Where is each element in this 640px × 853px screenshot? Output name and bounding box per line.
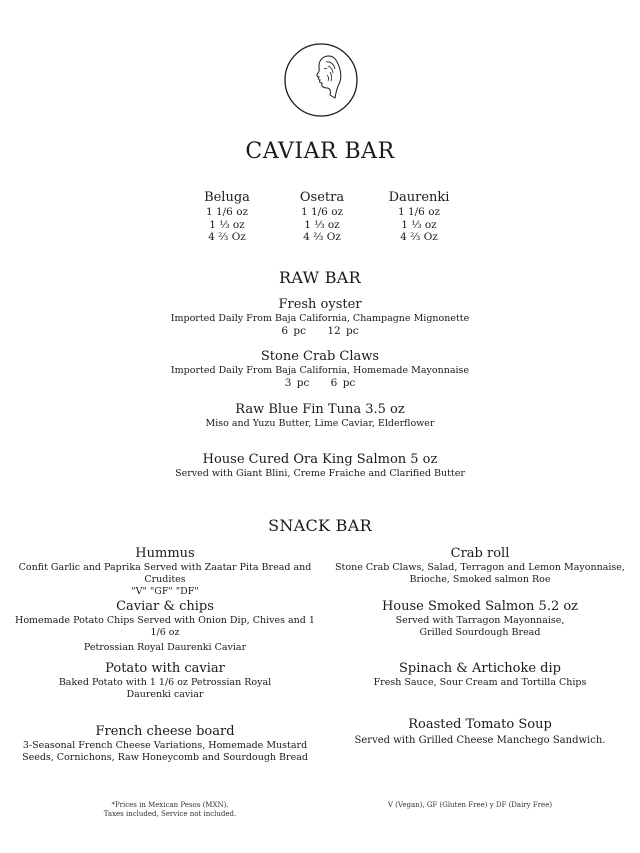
caviar-size: 4 ⅔ Oz xyxy=(400,231,438,243)
caviar-size: 4 ⅔ Oz xyxy=(208,231,246,243)
menu-item-caviar-chips xyxy=(10,599,320,654)
item-name: Crab roll xyxy=(450,546,510,561)
caviar-size: 1 1/6 oz xyxy=(397,206,441,218)
menu-item-potato-caviar xyxy=(10,661,320,701)
item-name: Raw Blue Fin Tuna 3.5 oz xyxy=(235,402,405,417)
item-price: 3 pc xyxy=(284,377,310,389)
caviar-beluga xyxy=(172,190,282,244)
caviar-size: 1 ⅓ oz xyxy=(209,218,245,231)
caviar-daurenki xyxy=(364,190,474,244)
caviar-bar-logo-icon xyxy=(283,42,359,118)
item-description: Fresh Sauce, Sour Cream and Tortilla Chips xyxy=(373,677,587,688)
footer-prices-taxes: Taxes included, Service not included. xyxy=(103,810,237,818)
footer-prices-note xyxy=(60,801,280,819)
item-name: Hummus xyxy=(135,546,195,561)
menu-item-raw-blue-fin-tuna xyxy=(0,402,640,430)
caviar-size: 1 ⅓ oz xyxy=(401,218,437,231)
menu-item-house-smoked-salmon xyxy=(330,599,630,639)
item-description: Miso and Yuzu Butter, Lime Caviar, Elderflower xyxy=(205,418,435,429)
menu-item-stone-crab-claws xyxy=(0,349,640,390)
footer-diet-legend: V (Vegan), GF (Gluten Free) y DF (Dairy Free) xyxy=(387,801,553,809)
page-title: CAVIAR BAR xyxy=(245,139,395,164)
item-description: Grilled Sourdough Bread xyxy=(419,627,541,638)
item-description: Imported Daily From Baja California, Champagne Mignonette xyxy=(170,313,470,324)
caviar-size: 1 ⅓ oz xyxy=(304,218,340,231)
item-price: 6 pc xyxy=(330,377,356,389)
item-description: Served with Tarragon Mayonnaise, xyxy=(395,615,565,626)
item-description: Brioche, Smoked salmon Roe xyxy=(409,574,551,585)
item-name: Caviar & chips xyxy=(116,599,214,614)
item-description: Homemade Potato Chips Served with Onion Dip, Chives and 1 1/6 oz xyxy=(15,615,315,638)
item-description: Imported Daily From Baja California, Homemade Mayonnaise xyxy=(170,365,470,376)
snack-bar-title: SNACK BAR xyxy=(268,516,372,535)
item-description: "V" "GF" "DF" xyxy=(131,586,199,597)
item-description: Confit Garlic and Paprika Served with Zaatar Pita Bread and Crudites xyxy=(18,562,312,585)
item-prices xyxy=(0,325,640,338)
item-name: Roasted Tomato Soup xyxy=(408,717,552,732)
item-description: Baked Potato with 1 1/6 oz Petrossian Royal xyxy=(58,677,272,688)
item-description: Seeds, Cornichons, Raw Honeycomb and Sourdough Bread xyxy=(22,752,308,763)
item-description: Served with Grilled Cheese Manchego Sandwich. xyxy=(354,735,606,746)
item-name: House Cured Ora King Salmon 5 oz xyxy=(202,452,438,467)
item-description: Stone Crab Claws, Salad, Terragon and Lemon Mayonnaise, xyxy=(335,562,625,573)
raw-bar-title: RAW BAR xyxy=(279,268,361,287)
menu-item-house-cured-salmon xyxy=(0,452,640,480)
menu-item-roasted-tomato-soup xyxy=(330,717,630,747)
item-description: Served with Giant Blini, Creme Fraiche and Clarified Butter xyxy=(175,468,465,479)
menu-item-hummus xyxy=(10,546,320,598)
caviar-size: 4 ⅔ Oz xyxy=(303,231,341,243)
item-description: Petrossian Royal Daurenki Caviar xyxy=(83,642,247,653)
item-name: House Smoked Salmon 5.2 oz xyxy=(381,599,579,614)
menu-item-fresh-oyster xyxy=(0,297,640,338)
item-price: 6 pc xyxy=(281,325,306,337)
caviar-list xyxy=(0,190,640,250)
menu-item-french-cheese-board xyxy=(10,724,320,764)
item-price: 12 pc xyxy=(327,325,359,337)
caviar-name: Daurenki xyxy=(388,190,450,205)
item-name: Fresh oyster xyxy=(278,297,362,312)
caviar-osetra xyxy=(267,190,377,244)
caviar-name: Beluga xyxy=(204,190,250,205)
caviar-size: 1 1/6 oz xyxy=(300,206,344,218)
item-prices xyxy=(0,377,640,390)
menu-item-crab-roll xyxy=(330,546,630,586)
item-name: Stone Crab Claws xyxy=(260,349,380,364)
caviar-size: 1 1/6 oz xyxy=(205,206,249,218)
menu-item-spinach-artichoke-dip xyxy=(330,661,630,689)
footer-prices-currency: *Prices in Mexican Pesos (MXN). xyxy=(111,801,229,809)
item-description: Daurenki caviar xyxy=(126,689,204,700)
item-name: Potato with caviar xyxy=(105,661,225,676)
item-name: Spinach & Artichoke dip xyxy=(399,661,561,676)
caviar-name: Osetra xyxy=(299,190,345,205)
item-name: French cheese board xyxy=(95,724,235,739)
item-description: 3-Seasonal French Cheese Variations, Homemade Mustard xyxy=(22,740,308,751)
